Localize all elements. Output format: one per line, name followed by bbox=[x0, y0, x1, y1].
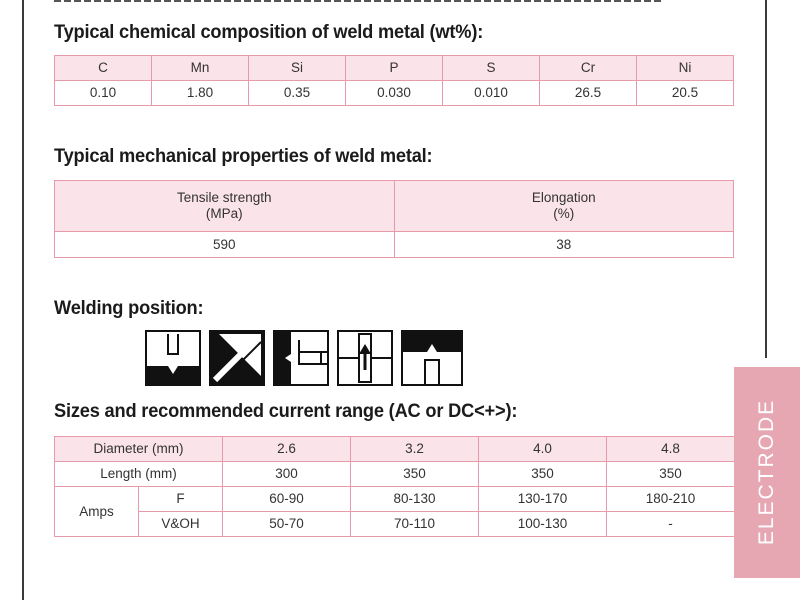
electrode-tab-label: ELECTRODE bbox=[755, 398, 778, 546]
composition-value-cell: 0.35 bbox=[249, 81, 346, 106]
voh-label: V&OH bbox=[139, 512, 223, 537]
sizes-table bbox=[54, 436, 735, 537]
composition-header-cell: P bbox=[346, 56, 443, 81]
amps-voh-value: 70-110 bbox=[351, 512, 479, 537]
composition-header-cell: Mn bbox=[152, 56, 249, 81]
length-value: 300 bbox=[223, 462, 351, 487]
composition-value-cell: 0.030 bbox=[346, 81, 443, 106]
left-margin-rule bbox=[22, 0, 24, 600]
composition-header-cell: Si bbox=[249, 56, 346, 81]
amps-f-row bbox=[55, 487, 735, 512]
length-value: 350 bbox=[351, 462, 479, 487]
cut-off-text-line bbox=[54, 0, 664, 4]
diameter-value: 2.6 bbox=[223, 437, 351, 462]
diameter-label: Diameter (mm) bbox=[55, 437, 223, 462]
elongation-header-cell bbox=[394, 181, 734, 232]
composition-header-cell: S bbox=[443, 56, 540, 81]
composition-heading: Typical chemical composition of weld metal (wt%): bbox=[54, 22, 484, 43]
composition-value-cell: 0.010 bbox=[443, 81, 540, 106]
composition-value-cell: 0.10 bbox=[55, 81, 152, 106]
electrode-side-tab bbox=[734, 367, 800, 578]
amps-voh-row bbox=[55, 512, 735, 537]
welding-position-heading: Welding position: bbox=[54, 298, 204, 319]
tensile-unit: (MPa) bbox=[205, 206, 243, 221]
composition-value-row bbox=[55, 81, 734, 106]
length-row bbox=[55, 462, 735, 487]
elongation-label: Elongation bbox=[531, 190, 596, 205]
amps-f-value: 80-130 bbox=[351, 487, 479, 512]
amps-f-value: 130-170 bbox=[479, 487, 607, 512]
elongation-unit: (%) bbox=[553, 206, 575, 221]
length-value: 350 bbox=[607, 462, 735, 487]
mechanical-heading: Typical mechanical properties of weld metal: bbox=[54, 146, 433, 167]
sizes-heading: Sizes and recommended current range (AC or DC<+>): bbox=[54, 401, 518, 422]
diameter-value: 3.2 bbox=[351, 437, 479, 462]
mechanical-header-row bbox=[55, 181, 734, 232]
amps-label: Amps bbox=[55, 487, 139, 537]
amps-voh-value: 100-130 bbox=[479, 512, 607, 537]
diameter-value: 4.8 bbox=[607, 437, 735, 462]
composition-header-row bbox=[55, 56, 734, 81]
f-label: F bbox=[139, 487, 223, 512]
welding-position-icons bbox=[145, 330, 465, 388]
composition-value-cell: 20.5 bbox=[637, 81, 734, 106]
overhead-position-icon bbox=[401, 330, 463, 386]
horizontal-position-icon bbox=[273, 330, 329, 386]
composition-value-cell: 26.5 bbox=[540, 81, 637, 106]
composition-header-cell: Cr bbox=[540, 56, 637, 81]
amps-voh-value: 50-70 bbox=[223, 512, 351, 537]
diameter-row bbox=[55, 437, 735, 462]
composition-header-cell: C bbox=[55, 56, 152, 81]
amps-f-value: 180-210 bbox=[607, 487, 735, 512]
mechanical-value-row bbox=[55, 232, 734, 258]
composition-value-cell: 1.80 bbox=[152, 81, 249, 106]
length-value: 350 bbox=[479, 462, 607, 487]
composition-header-cell: Ni bbox=[637, 56, 734, 81]
mechanical-table bbox=[54, 180, 734, 258]
tensile-value: 590 bbox=[55, 232, 395, 258]
horizontal-fillet-position-icon bbox=[209, 330, 265, 386]
composition-table bbox=[54, 55, 734, 106]
tensile-label: Tensile strength bbox=[176, 190, 272, 205]
length-label: Length (mm) bbox=[55, 462, 223, 487]
amps-f-value: 60-90 bbox=[223, 487, 351, 512]
right-margin-rule bbox=[765, 0, 767, 358]
vertical-up-position-icon bbox=[337, 330, 393, 386]
amps-voh-value: - bbox=[607, 512, 735, 537]
flat-position-icon bbox=[145, 330, 201, 386]
tensile-header-cell bbox=[55, 181, 395, 232]
diameter-value: 4.0 bbox=[479, 437, 607, 462]
elongation-value: 38 bbox=[394, 232, 734, 258]
